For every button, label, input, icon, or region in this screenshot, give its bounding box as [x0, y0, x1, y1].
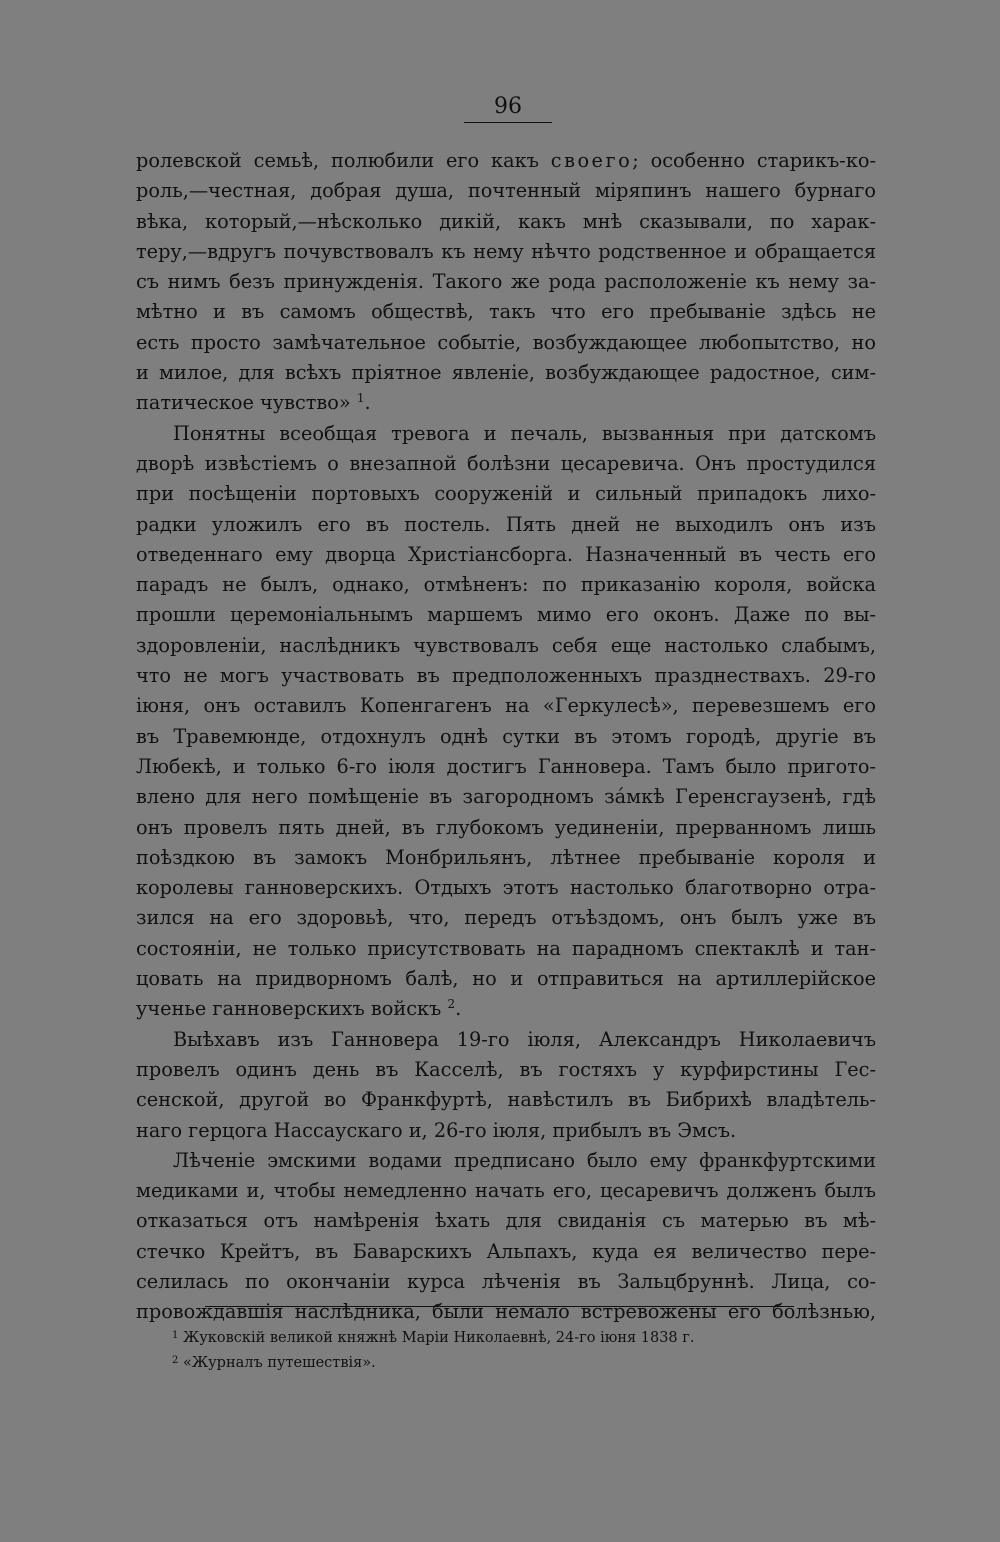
text-line: при посѣщеніи портовыхъ сооруженій и сильный припадокъ лихо- — [136, 482, 876, 506]
text-line: вѣка, который,—нѣсколько дикій, какъ мнѣ сказывали, по харак- — [136, 209, 876, 233]
text-line: въ Травемюнде, отдохнулъ однѣ сутки въ этомъ городѣ, другіе въ — [136, 724, 876, 748]
text-line: королевы ганноверскихъ. Отдыхъ этотъ настолько благотворно отра- — [136, 876, 876, 900]
text-line: отведеннаго ему дворца Христіансборга. Назначенный въ честь его — [136, 542, 876, 566]
footnote-text: «Журналъ путешествія». — [182, 1355, 376, 1371]
footnote-mark: 1 — [172, 1330, 179, 1341]
footnote-ref-2: 2 — [447, 997, 456, 1012]
text-line: теру,—вдругъ почувствовалъ къ нему нѣчто родственное и обращается — [136, 239, 876, 263]
text-line — [136, 994, 876, 1024]
text-line: сенской, другой во Франкфуртѣ, навѣстилъ въ Бибрихѣ владѣтель- — [136, 1088, 876, 1112]
text-line: радки уложилъ его въ постель. Пять дней не выходилъ онъ изъ — [136, 512, 876, 536]
text-line: есть просто замѣчательное событіе, возбуждающее любопытство, но — [136, 330, 876, 354]
paragraph-first-line: Выѣхавъ изъ Ганновера 19-го іюля, Александръ Николаевичъ — [173, 1027, 876, 1051]
text-line: состояніи, не только присутствовать на парадномъ спектаклѣ и тан- — [136, 936, 876, 960]
text-line: іюня, онъ оставилъ Копенгагенъ на «Геркулесѣ», перевезшемъ его — [136, 694, 876, 718]
text-line: наго герцога Нассаускаго и, 26-го іюля, прибылъ въ Эмсъ. — [136, 1118, 737, 1142]
text-line: онъ провелъ пять дней, въ глубокомъ уединеніи, прерванномъ лишь — [136, 815, 876, 839]
body-text — [136, 146, 876, 1328]
text-line: медиками и, чтобы немедленно начать его, цесаревичъ долженъ былъ — [136, 1179, 876, 1203]
footnote-1 — [172, 1326, 872, 1351]
text-line: здоровленіи, наслѣдникъ чувствовалъ себя еще настолько слабымъ, — [136, 633, 876, 657]
text-line: провелъ одинъ день въ Касселѣ, въ гостяхъ у курфирстины Гес- — [136, 1057, 876, 1081]
text-line: провождавшія наслѣдника, были немало встревожены его болѣзнью, — [136, 1300, 876, 1324]
text-line: зился на его здоровьѣ, что, передъ отъѣздомъ, онъ былъ уже въ — [136, 906, 876, 930]
text-line: дворѣ извѣстіемъ о внезапной болѣзни цесаревича. Онъ простудился — [136, 451, 876, 475]
text-line: роль,—честная, добрая душа, почтенный міряпинъ нашего бурнаго — [136, 179, 876, 203]
text-line: отказаться отъ намѣренія ѣхать для свиданія съ матерью въ мѣ- — [136, 1209, 876, 1233]
text-segment: . — [364, 391, 371, 415]
text-line: прошли церемоніальнымъ маршемъ мимо его оконъ. Даже по вы- — [136, 603, 876, 627]
footnote-2 — [172, 1351, 872, 1376]
text-line: селилась по окончаніи курса лѣченія въ Зальцбруннѣ. Лица, со- — [136, 1269, 876, 1293]
footnote-divider — [205, 1306, 794, 1307]
paragraph-first-line: Лѣченіе эмскими водами предписано было ему франкфуртскими — [173, 1148, 876, 1172]
page-number: 96 — [464, 92, 552, 123]
text-line: парадъ не былъ, однако, отмѣненъ: по приказанію короля, войска — [136, 573, 876, 597]
text-segment: патическое чувство» — [136, 391, 357, 415]
text-line: съ нимъ безъ принужденія. Такого же рода расположеніе къ нему за- — [136, 270, 876, 294]
footnote-text: Жуковскій великой княжнѣ Маріи Николаевнѣ, 24-го іюня 1838 г. — [182, 1330, 695, 1346]
footnotes — [172, 1326, 872, 1376]
text-line: мѣтно и въ самомъ обществѣ, такъ что его пребываніе здѣсь не — [136, 300, 876, 324]
text-line: стечко Крейтъ, въ Баварскихъ Альпахъ, куда ея величество пере- — [136, 1239, 876, 1263]
paragraph-first-line: Понятны всеобщая тревога и печаль, вызванныя при датскомъ — [173, 421, 876, 445]
emphasized-word: своего — [550, 149, 633, 172]
text-line: цовать на придворномъ балѣ, но и отправиться на артиллерійское — [136, 967, 876, 991]
text-segment: ученье ганноверскихъ войскъ — [136, 997, 448, 1021]
text-line: что не могъ участвовать въ предположенныхъ празднествахъ. 29-го — [136, 664, 876, 688]
text-line: Любекѣ, и только 6-го іюля достигъ Ганновера. Тамъ было пригото- — [136, 754, 876, 778]
text-line — [136, 388, 876, 418]
text-line — [136, 146, 876, 176]
footnote-mark: 2 — [172, 1355, 179, 1366]
footnote-ref-1: 1 — [356, 391, 365, 406]
text-line: поѣздкою въ замокъ Монбрильянъ, лѣтнее пребываніе короля и — [136, 845, 876, 869]
text-line: влено для него помѣщеніе въ загородномъ зáмкѣ Геренсгаузенѣ, гдѣ — [136, 785, 876, 809]
text-segment: . — [455, 997, 462, 1021]
text-segment: ролевской семьѣ, полюбили его какъ — [136, 149, 551, 172]
text-segment: ; особенно старикъ-ко- — [632, 149, 876, 172]
text-line: и милое, для всѣхъ пріятное явленіе, возбуждающее радостное, сим- — [136, 361, 876, 385]
